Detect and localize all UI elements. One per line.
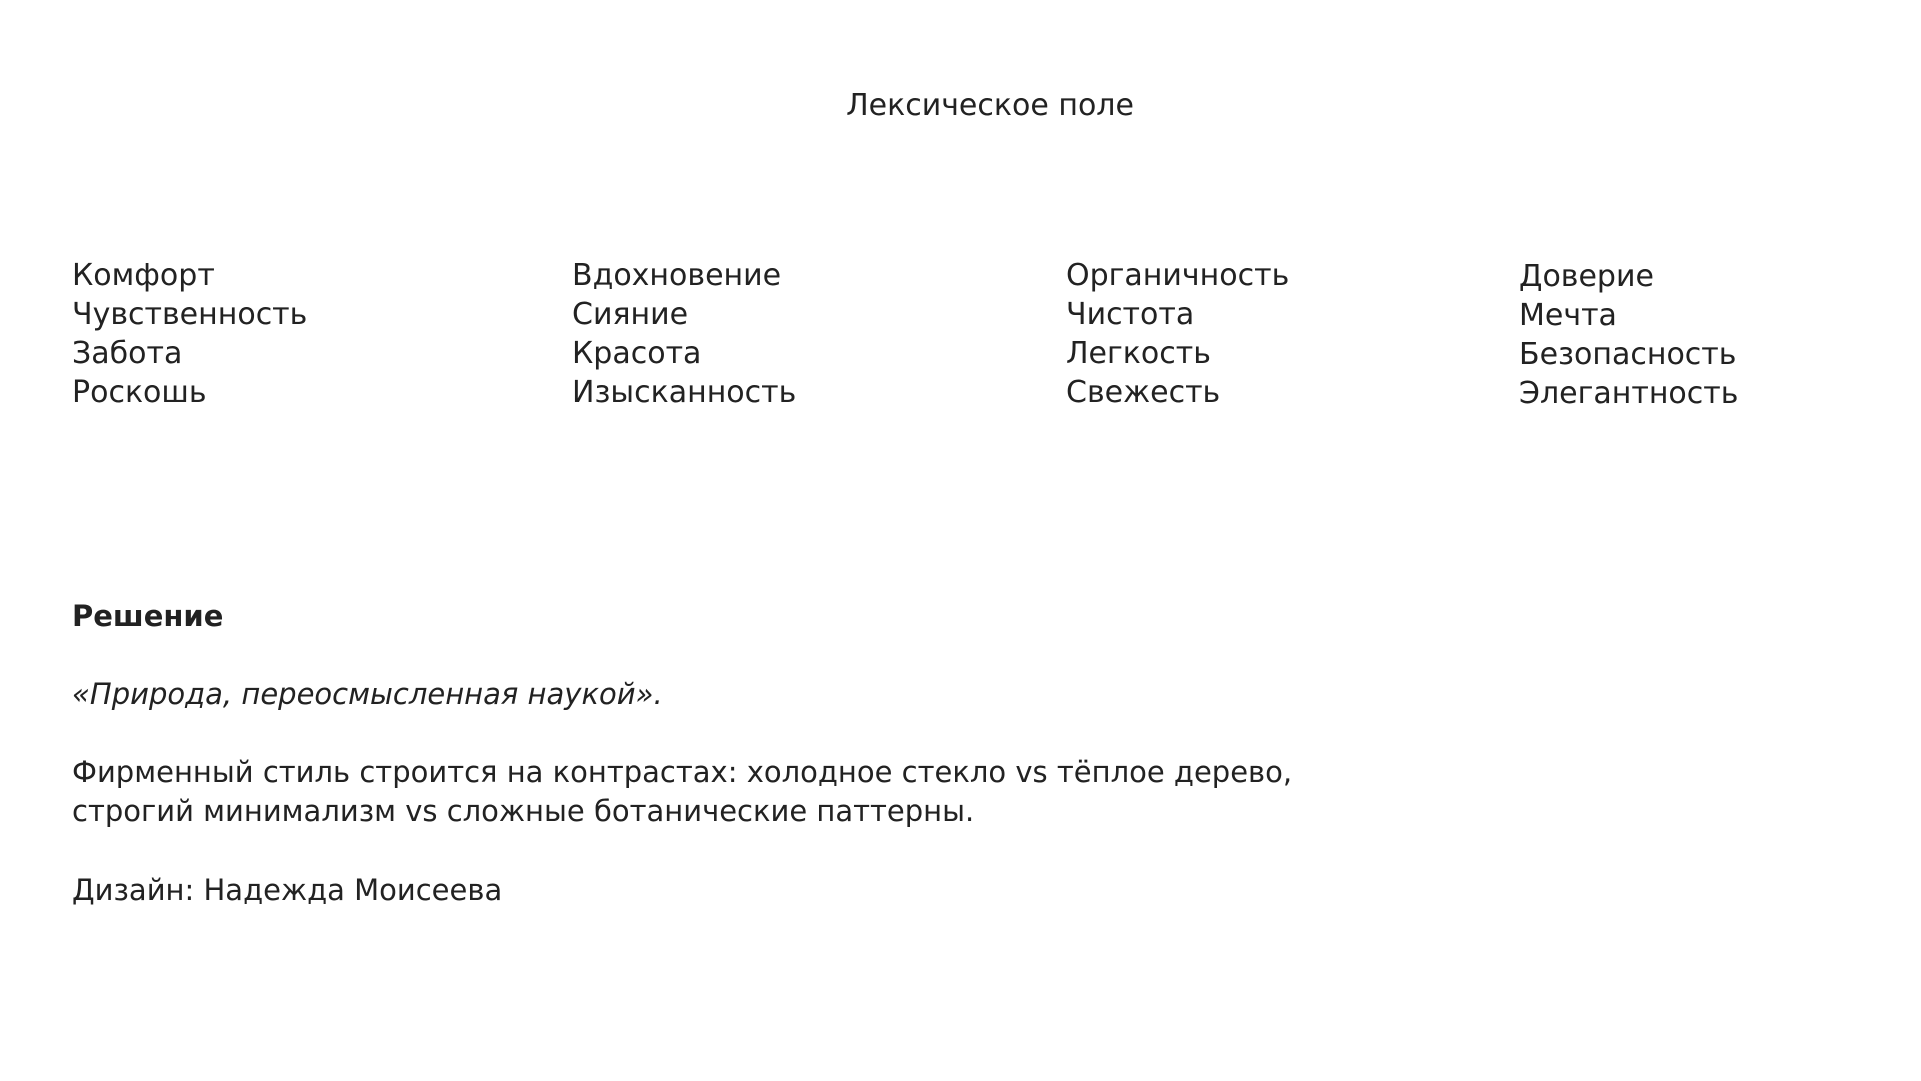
lexical-word: Вдохновение xyxy=(572,258,782,293)
lexical-column-2 xyxy=(572,256,796,412)
description xyxy=(72,753,1292,831)
lexical-word: Чистота xyxy=(1066,297,1195,332)
lexical-word: Чувственность xyxy=(72,297,308,332)
lexical-column-4 xyxy=(1519,257,1738,413)
lexical-word: Органичность xyxy=(1066,258,1290,293)
lexical-column-1 xyxy=(72,256,307,412)
lexical-word: Красота xyxy=(572,336,702,371)
lexical-word: Сияние xyxy=(572,297,689,332)
lexical-word: Мечта xyxy=(1519,298,1617,333)
lexical-word: Забота xyxy=(72,336,183,371)
lexical-word: Комфорт xyxy=(72,258,215,293)
description-line: Фирменный стиль строится на контрастах: холодное стекло vs тёплое дерево, xyxy=(72,755,1293,789)
lexical-word: Роскошь xyxy=(72,375,207,410)
lexical-word: Безопасность xyxy=(1519,337,1737,372)
design-credit: Дизайн: Надежда Моисеева xyxy=(72,873,503,907)
decision-heading: Решение xyxy=(72,599,224,633)
lexical-word: Свежесть xyxy=(1066,375,1221,410)
lexical-word: Изысканность xyxy=(572,375,797,410)
slogan: «Природа, переосмысленная наукой». xyxy=(72,677,663,711)
lexical-word: Элегантность xyxy=(1519,376,1739,411)
lexical-word: Легкость xyxy=(1066,336,1211,371)
page-title: Лексическое поле xyxy=(846,88,1134,123)
lexical-column-3 xyxy=(1066,256,1289,412)
lexical-word: Доверие xyxy=(1519,259,1654,294)
description-line: строгий минимализм vs сложные ботанические паттерны. xyxy=(72,794,975,828)
